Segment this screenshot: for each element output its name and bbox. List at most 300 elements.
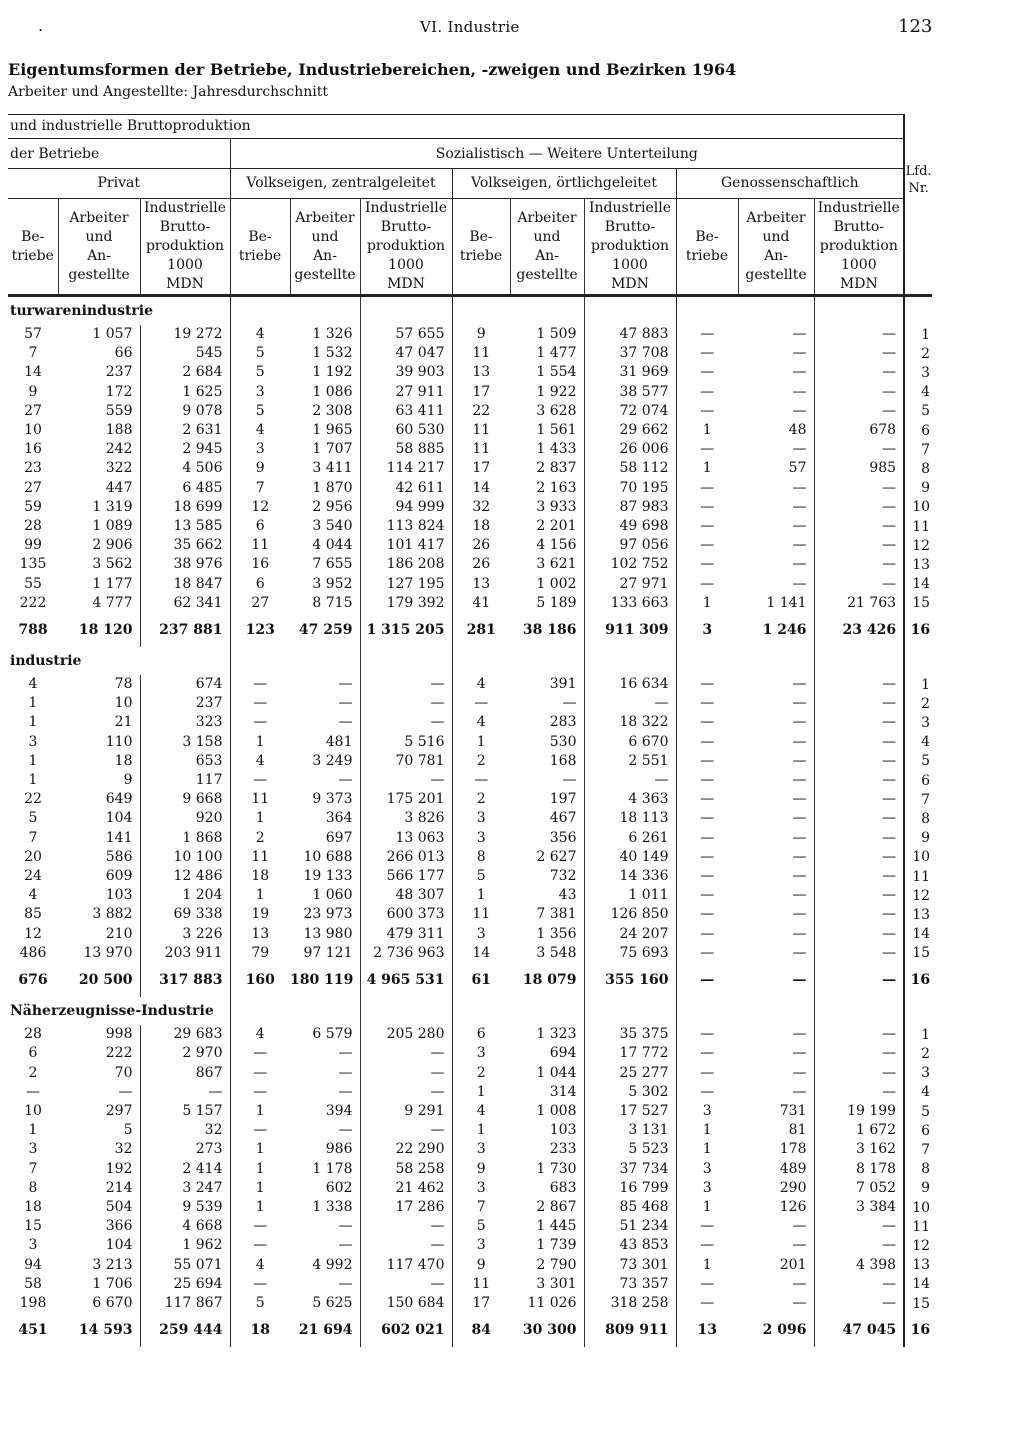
colhead-oertlich-arbeiter: Arbeiter und An- gestellte — [510, 199, 584, 296]
table-cell: — — [360, 694, 452, 713]
row-number: 8 — [921, 811, 931, 828]
table-cell: — — [814, 440, 904, 459]
total-cell: — — [814, 963, 904, 997]
head-betriebe-group: der Betriebe — [8, 139, 230, 169]
total-cell: 160 — [245, 972, 275, 989]
table-cell: 117 — [140, 771, 230, 790]
table-cell: — — [700, 1083, 715, 1100]
table-cell: 10 100 — [140, 848, 230, 867]
table-cell: — — [360, 771, 452, 790]
row-number: 16 — [910, 1322, 931, 1339]
table-cell: — — [584, 694, 676, 713]
table-cell: 21 763 — [814, 594, 904, 613]
section-spacer-cell — [290, 647, 360, 675]
table-cell: 3 — [255, 383, 265, 400]
table-cell: 27 — [24, 479, 42, 496]
table-cell: 4 777 — [58, 594, 140, 613]
table-cell: 58 — [24, 1275, 42, 1292]
table-row — [8, 498, 932, 517]
table-cell: 5 189 — [510, 594, 584, 613]
table-cell: — — [738, 325, 814, 344]
table-title: Eigentumsformen der Betriebe, Industriebereichen, -zweigen und Bezirken 1964 — [8, 60, 737, 79]
table-cell: 1 044 — [510, 1064, 584, 1083]
table-row — [8, 944, 932, 963]
total-cell: 451 — [18, 1322, 48, 1339]
table-cell: 11 — [472, 345, 491, 362]
table-row — [8, 325, 932, 344]
table-cell: 8 178 — [814, 1160, 904, 1179]
table-cell: 9 — [255, 460, 265, 477]
table-cell: — — [700, 1026, 715, 1043]
table-cell: 55 071 — [140, 1256, 230, 1275]
total-row — [8, 963, 932, 997]
table-cell: 11 — [472, 906, 491, 923]
head-volkseigen-oertlich: Volkseigen, örtlichgeleitet — [452, 169, 676, 199]
table-cell: 18 322 — [584, 713, 676, 732]
row-number: 6 — [921, 422, 931, 439]
table-cell: — — [700, 714, 715, 731]
total-cell: 84 — [471, 1322, 491, 1339]
table-cell: 4 398 — [814, 1256, 904, 1275]
table-subtitle: Arbeiter und Angestellte: Jahresdurchschnitt — [8, 84, 328, 100]
table-cell: 10 — [24, 1102, 42, 1119]
row-number: 3 — [921, 715, 931, 732]
table-cell: 38 577 — [584, 383, 676, 402]
row-number: 6 — [921, 1122, 931, 1139]
table-cell: 920 — [140, 809, 230, 828]
table-cell: 66 — [58, 344, 140, 363]
lfd-nr-label: Lfd. Nr. — [905, 163, 932, 196]
running-header — [0, 14, 1024, 44]
table-cell: 447 — [58, 479, 140, 498]
row-number: 12 — [912, 537, 931, 554]
table-cell: 11 — [251, 791, 270, 808]
table-cell: — — [738, 771, 814, 790]
table-cell: 1 730 — [510, 1160, 584, 1179]
table-row — [8, 402, 932, 421]
table-cell: 2 906 — [58, 536, 140, 555]
table-cell: 14 — [472, 479, 491, 496]
table-cell: 17 — [472, 1294, 491, 1311]
section-label: industrie — [8, 647, 230, 675]
table-cell: 70 195 — [584, 479, 676, 498]
table-cell: 653 — [140, 752, 230, 771]
table-cell: 3 411 — [290, 459, 360, 478]
section-header-row — [8, 997, 932, 1025]
table-cell: — — [738, 1044, 814, 1063]
table-cell: — — [700, 752, 715, 769]
total-cell: 2 096 — [738, 1313, 814, 1347]
table-cell: — — [290, 694, 360, 713]
row-number: 9 — [921, 480, 931, 497]
table-cell: 6 — [28, 1045, 38, 1062]
table-cell: — — [814, 575, 904, 594]
table-cell: 2 — [476, 791, 486, 808]
total-cell: — — [738, 963, 814, 997]
table-cell: — — [814, 383, 904, 402]
table-cell: 5 — [58, 1121, 140, 1140]
colhead-privat-arbeiter: Arbeiter und An- gestellte — [58, 199, 140, 296]
table-cell: 1 — [255, 1102, 265, 1119]
table-cell: 3 — [702, 1179, 712, 1196]
table-cell: 37 734 — [584, 1160, 676, 1179]
table-cell: 26 — [472, 556, 491, 573]
table-cell: 22 — [472, 402, 491, 419]
table-cell: 13 — [251, 925, 270, 942]
table-cell: 3 — [476, 1141, 486, 1158]
table-cell: — — [738, 498, 814, 517]
table-cell: 290 — [738, 1179, 814, 1198]
table-cell: 10 — [24, 422, 42, 439]
table-cell: 364 — [290, 809, 360, 828]
table-cell: 5 — [255, 1294, 265, 1311]
total-cell: 259 444 — [140, 1313, 230, 1347]
table-cell: 113 824 — [360, 517, 452, 536]
row-number: 7 — [921, 1141, 931, 1158]
table-cell: 486 — [19, 944, 47, 961]
table-cell: 69 338 — [140, 905, 230, 924]
table-cell: 40 149 — [584, 848, 676, 867]
table-row — [8, 1025, 932, 1044]
table-cell: — — [474, 695, 489, 712]
section-spacer-cell — [510, 647, 584, 675]
table-cell: 79 — [251, 944, 270, 961]
table-cell: 1 — [28, 695, 38, 712]
table-cell: 2 627 — [510, 848, 584, 867]
section-spacer-cell — [904, 647, 932, 675]
table-row — [8, 1044, 932, 1063]
table-row — [8, 1064, 932, 1083]
table-cell: 11 — [251, 848, 270, 865]
table-cell: — — [700, 772, 715, 789]
table-cell: 5 302 — [584, 1083, 676, 1102]
section-spacer-cell — [738, 296, 814, 326]
table-cell: 4 044 — [290, 536, 360, 555]
section-spacer-cell — [230, 296, 290, 326]
row-number: 15 — [912, 1295, 931, 1312]
table-cell: — — [814, 733, 904, 752]
table-cell: — — [510, 694, 584, 713]
total-cell: 1 315 205 — [360, 613, 452, 647]
table-cell: 1 — [255, 1141, 265, 1158]
row-number: 13 — [912, 557, 931, 574]
table-cell: 16 — [24, 441, 42, 458]
section-spacer-cell — [584, 997, 676, 1025]
table-cell: 210 — [58, 925, 140, 944]
row-number: 7 — [921, 791, 931, 808]
table-cell: 3 — [476, 829, 486, 846]
table-cell: — — [738, 402, 814, 421]
table-cell: 366 — [58, 1217, 140, 1236]
table-cell: 6 261 — [584, 829, 676, 848]
table-cell: 1 178 — [290, 1160, 360, 1179]
table-cell: — — [360, 1121, 452, 1140]
table-cell: 1 — [702, 422, 712, 439]
table-cell: 2 867 — [510, 1198, 584, 1217]
table-cell: — — [360, 1083, 452, 1102]
table-cell: — — [58, 1083, 140, 1102]
table-cell: — — [360, 1236, 452, 1255]
table-cell: — — [700, 887, 715, 904]
table-cell: — — [290, 1121, 360, 1140]
table-cell: 35 375 — [584, 1025, 676, 1044]
row-number: 4 — [921, 1084, 931, 1101]
total-cell: 13 — [697, 1322, 717, 1339]
table-cell: 5 523 — [584, 1140, 676, 1159]
table-cell: 7 — [28, 1160, 38, 1177]
colhead-genossen-betriebe: Be- triebe — [676, 199, 738, 296]
colhead-oertlich-betriebe: Be- triebe — [452, 199, 510, 296]
total-cell: 14 593 — [58, 1313, 140, 1347]
table-cell: 6 485 — [140, 479, 230, 498]
table-cell: — — [738, 713, 814, 732]
table-cell: — — [814, 1044, 904, 1063]
table-cell: 73 301 — [584, 1256, 676, 1275]
table-cell: — — [814, 517, 904, 536]
table-cell: 104 — [58, 1236, 140, 1255]
table-cell: 18 — [472, 518, 491, 535]
table-cell: 1 — [702, 1122, 712, 1139]
table-cell: 9 373 — [290, 790, 360, 809]
total-cell: 30 300 — [510, 1313, 584, 1347]
table-cell: 18 — [251, 868, 270, 885]
table-cell: — — [700, 537, 715, 554]
table-cell: 4 — [255, 326, 265, 342]
table-cell: 150 684 — [360, 1294, 452, 1313]
row-number: 11 — [912, 518, 931, 535]
table-cell: 237 — [58, 363, 140, 382]
total-cell: 21 694 — [290, 1313, 360, 1347]
table-cell: 4 — [255, 1256, 265, 1273]
table-cell: 1 706 — [58, 1275, 140, 1294]
table-cell: — — [738, 440, 814, 459]
total-cell: 18 079 — [510, 963, 584, 997]
table-cell: 72 074 — [584, 402, 676, 421]
table-cell: — — [253, 1064, 268, 1081]
table-row — [8, 1256, 932, 1275]
table-cell: 81 — [738, 1121, 814, 1140]
table-row — [8, 1236, 932, 1255]
table-cell: 2 684 — [140, 363, 230, 382]
table-cell: 11 026 — [510, 1294, 584, 1313]
table-row — [8, 440, 932, 459]
table-cell: 75 693 — [584, 944, 676, 963]
table-cell: 12 — [251, 498, 270, 515]
table-cell: 481 — [290, 733, 360, 752]
table-cell: — — [814, 1064, 904, 1083]
table-cell: 266 013 — [360, 848, 452, 867]
table-row — [8, 1198, 932, 1217]
table-cell: 1 561 — [510, 421, 584, 440]
table-cell: 214 — [58, 1179, 140, 1198]
table-cell: — — [814, 1294, 904, 1313]
total-cell: 911 309 — [584, 613, 676, 647]
table-cell: — — [814, 555, 904, 574]
table-cell: 19 199 — [814, 1102, 904, 1121]
table-cell: — — [700, 906, 715, 923]
table-cell: 9 078 — [140, 402, 230, 421]
table-cell: 9 668 — [140, 790, 230, 809]
table-cell: 57 — [24, 326, 42, 342]
table-cell: — — [700, 1237, 715, 1254]
table-cell: 3 213 — [58, 1256, 140, 1275]
table-cell: 867 — [140, 1064, 230, 1083]
colhead-genossen-produktion: Industrielle Brutto- produktion 1000 MDN — [814, 199, 904, 296]
table-cell: 48 — [738, 421, 814, 440]
table-cell: 16 799 — [584, 1179, 676, 1198]
table-cell: 504 — [58, 1198, 140, 1217]
table-cell: 48 307 — [360, 886, 452, 905]
section-spacer-cell — [290, 997, 360, 1025]
total-cell: 788 — [18, 622, 48, 639]
table-cell: 1 — [702, 1256, 712, 1273]
table-cell: 103 — [510, 1121, 584, 1140]
table-cell: — — [700, 925, 715, 942]
table-cell: 17 772 — [584, 1044, 676, 1063]
section-spacer-cell — [676, 296, 738, 326]
row-number: 10 — [912, 849, 931, 866]
section-spacer-cell — [738, 647, 814, 675]
table-cell: — — [700, 848, 715, 865]
table-cell: 3 — [28, 733, 38, 750]
table-cell: 1 — [476, 887, 486, 904]
table-cell: 3 540 — [290, 517, 360, 536]
table-cell: 27 911 — [360, 383, 452, 402]
table-cell: 5 — [28, 810, 38, 827]
table-cell: 2 945 — [140, 440, 230, 459]
row-number: 9 — [921, 1180, 931, 1197]
table-cell: 70 781 — [360, 752, 452, 771]
table-cell: 8 — [28, 1179, 38, 1196]
total-cell: 281 — [466, 622, 496, 639]
section-spacer-cell — [738, 997, 814, 1025]
table-cell: — — [738, 790, 814, 809]
table-cell: 3 — [476, 925, 486, 942]
table-cell: 8 715 — [290, 594, 360, 613]
table-cell: 9 539 — [140, 1198, 230, 1217]
table-cell: 58 112 — [584, 459, 676, 478]
colhead-zentral-betriebe: Be- triebe — [230, 199, 290, 296]
table-cell: — — [738, 675, 814, 694]
table-cell: — — [700, 944, 715, 961]
row-number: 8 — [921, 1161, 931, 1178]
table-cell: — — [290, 771, 360, 790]
table-cell: 530 — [510, 733, 584, 752]
table-cell: 27 971 — [584, 575, 676, 594]
row-number: 16 — [910, 622, 931, 639]
table-cell: 19 272 — [140, 325, 230, 344]
table-cell: — — [738, 536, 814, 555]
table-cell: — — [700, 695, 715, 712]
table-cell: 1 672 — [814, 1121, 904, 1140]
table-cell: 479 311 — [360, 925, 452, 944]
table-cell: 32 — [140, 1121, 230, 1140]
total-cell: 3 — [702, 622, 713, 639]
table-cell: — — [253, 714, 268, 731]
table-cell: — — [700, 829, 715, 846]
table-cell: 35 662 — [140, 536, 230, 555]
table-cell: 559 — [58, 402, 140, 421]
table-cell: — — [738, 555, 814, 574]
table-cell: — — [738, 867, 814, 886]
table-cell: 1 — [476, 1083, 486, 1100]
table-cell: 3 — [28, 1237, 38, 1254]
table-cell: 28 — [24, 518, 42, 535]
row-number: 10 — [912, 499, 931, 516]
table-cell: 19 133 — [290, 867, 360, 886]
table-cell: 24 — [24, 868, 42, 885]
table-row — [8, 1083, 932, 1102]
table-row — [8, 555, 932, 574]
table-cell: 62 341 — [140, 594, 230, 613]
table-cell: — — [360, 1064, 452, 1083]
table-cell: 38 976 — [140, 555, 230, 574]
table-cell: 314 — [510, 1083, 584, 1102]
table-cell: — — [360, 1217, 452, 1236]
table-cell: 17 — [472, 460, 491, 477]
table-cell: — — [738, 905, 814, 924]
table-cell: 233 — [510, 1140, 584, 1159]
table-cell: 242 — [58, 440, 140, 459]
table-cell: 178 — [738, 1140, 814, 1159]
table-cell: 1 — [702, 1141, 712, 1158]
table-cell: — — [814, 771, 904, 790]
table-row — [8, 867, 932, 886]
section-spacer-cell — [360, 296, 452, 326]
total-cell: 317 883 — [140, 963, 230, 997]
table-cell: 283 — [510, 713, 584, 732]
table-cell: 110 — [58, 733, 140, 752]
table-cell: 104 — [58, 809, 140, 828]
table-cell: 1 509 — [510, 325, 584, 344]
table-cell: 1 — [28, 772, 38, 789]
header-dot: . — [38, 16, 44, 35]
table-cell: 2 956 — [290, 498, 360, 517]
table-cell: — — [584, 771, 676, 790]
table-cell: 1 011 — [584, 886, 676, 905]
table-cell: 5 — [476, 868, 486, 885]
table-cell: 58 885 — [360, 440, 452, 459]
table-cell: 26 006 — [584, 440, 676, 459]
table-cell: 18 113 — [584, 809, 676, 828]
table-row — [8, 790, 932, 809]
table-cell: — — [700, 383, 715, 400]
table-cell: 1 323 — [510, 1025, 584, 1044]
table-cell: — — [738, 1217, 814, 1236]
table-cell: 14 — [472, 944, 491, 961]
section-spacer-cell — [452, 997, 510, 1025]
table-cell: 7 655 — [290, 555, 360, 574]
table-cell: 87 983 — [584, 498, 676, 517]
table-cell: 13 980 — [290, 925, 360, 944]
table-cell: 13 — [472, 575, 491, 592]
table-cell: 5 — [476, 1218, 486, 1235]
table-cell: 22 290 — [360, 1140, 452, 1159]
table-cell: 135 — [19, 556, 47, 573]
table-cell: 47 047 — [360, 344, 452, 363]
section-spacer-cell — [510, 997, 584, 1025]
table-cell: 99 — [24, 537, 42, 554]
row-number: 12 — [912, 1237, 931, 1254]
table-cell: — — [814, 1083, 904, 1102]
table-cell: 11 — [472, 1275, 491, 1292]
table-cell: — — [700, 479, 715, 496]
table-cell: 674 — [140, 675, 230, 694]
table-cell: — — [700, 345, 715, 362]
table-row — [8, 421, 932, 440]
table-cell: 3 952 — [290, 575, 360, 594]
table-cell: 7 — [28, 829, 38, 846]
